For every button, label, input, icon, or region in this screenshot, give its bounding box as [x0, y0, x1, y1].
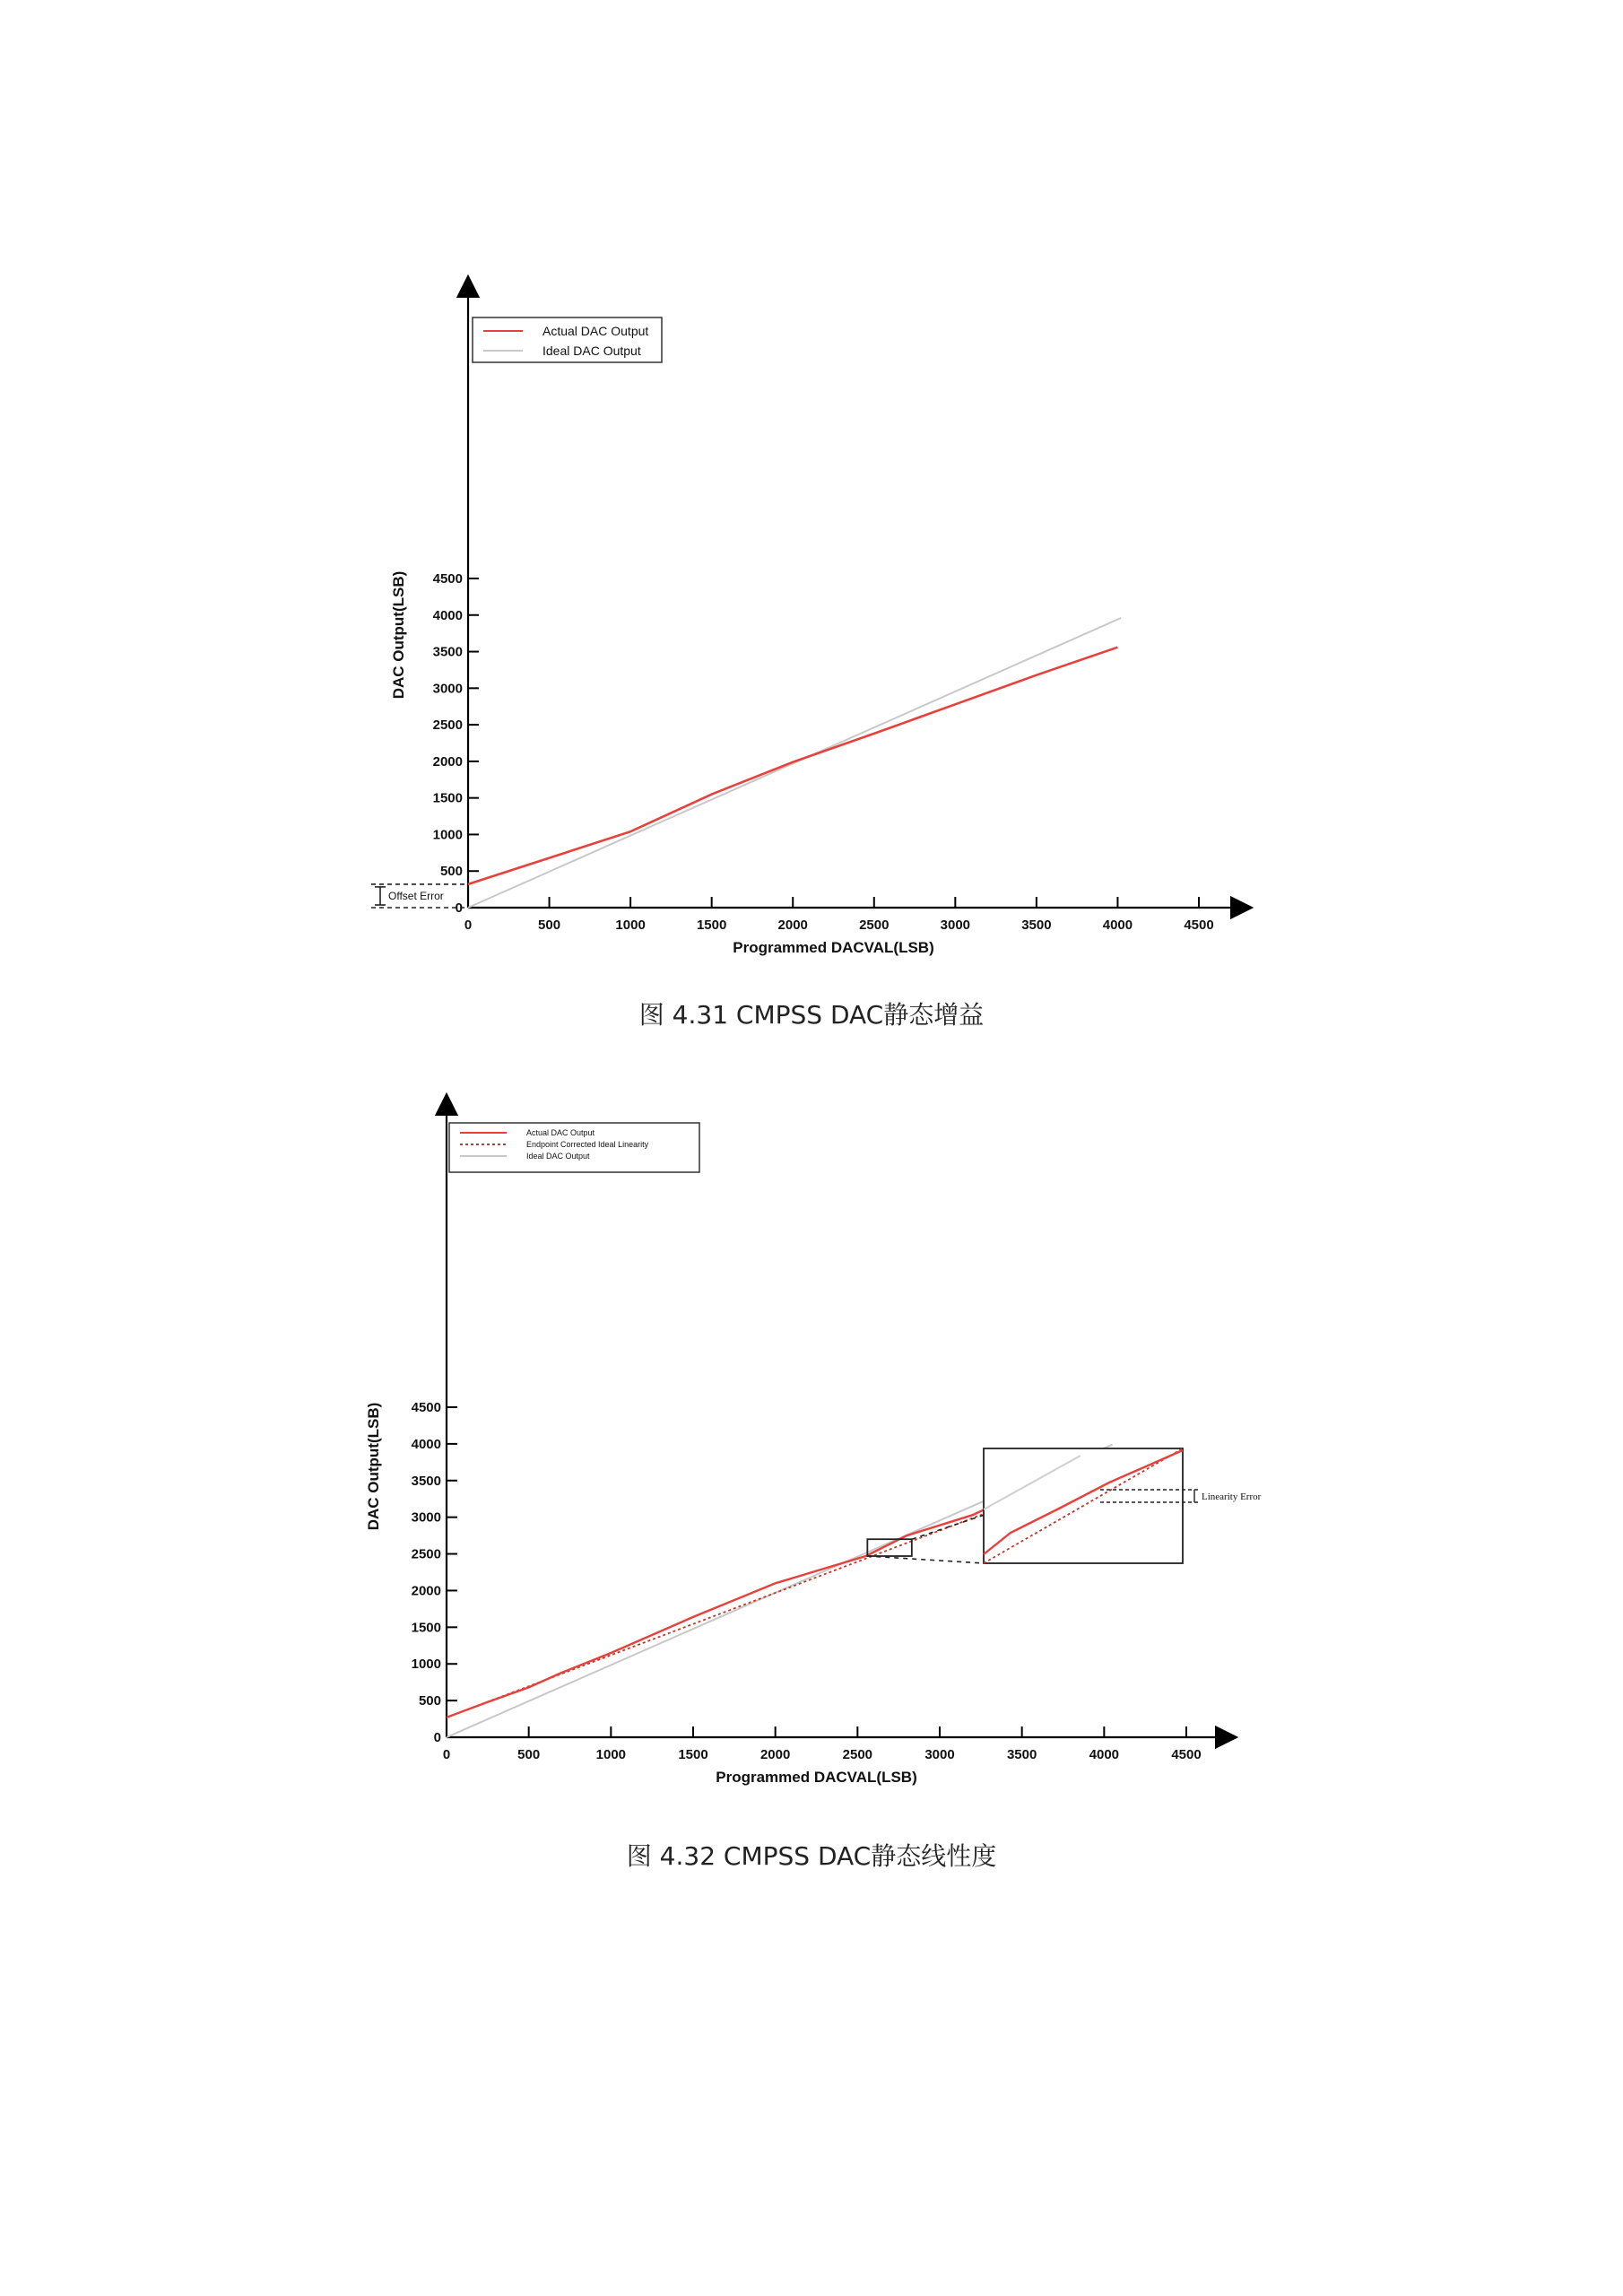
x-tick-label: 0 — [442, 1747, 451, 1762]
y-tick-label: 3000 — [411, 1509, 441, 1526]
y-tick-label: 4000 — [411, 1436, 441, 1452]
x-axis-label: Programmed DACVAL(LSB) — [716, 1769, 917, 1786]
x-tick-label: 500 — [538, 918, 561, 933]
x-tick-label: 2500 — [859, 918, 890, 933]
y-tick-label: 0 — [433, 1730, 441, 1745]
legend-label: Ideal DAC Output — [526, 1152, 590, 1161]
x-tick-label: 2500 — [842, 1747, 873, 1762]
y-tick-label: 0 — [455, 900, 463, 916]
y-tick-label: 1500 — [432, 790, 463, 806]
x-tick-label: 4500 — [1171, 1747, 1202, 1762]
series-line-actual-dac-output — [468, 648, 1117, 884]
x-tick-label: 4000 — [1102, 918, 1133, 933]
x-tick-label: 3000 — [940, 918, 971, 933]
y-tick-label: 1500 — [411, 1620, 441, 1636]
legend-label: Ideal DAC Output — [542, 343, 641, 358]
y-tick-label: 3500 — [411, 1473, 441, 1489]
y-axis-label: DAC Output(LSB) — [365, 1402, 382, 1531]
figure-static-gain — [0, 269, 1623, 1076]
y-axis-label: DAC Output(LSB) — [390, 570, 407, 700]
zoom-connector — [867, 1556, 984, 1563]
y-tick-label: 2500 — [432, 718, 463, 734]
x-tick-label: 4500 — [1184, 918, 1214, 933]
y-tick-label: 500 — [439, 864, 463, 880]
y-tick-label: 500 — [418, 1693, 441, 1709]
chart-static-gain — [0, 269, 1623, 987]
x-tick-label: 1000 — [595, 1747, 627, 1762]
y-tick-label: 2000 — [432, 753, 463, 770]
x-tick-label: 500 — [517, 1747, 541, 1762]
x-tick-label: 3500 — [1006, 1747, 1037, 1762]
figure-caption: 图 4.32 CMPSS DAC静态线性度 — [626, 1841, 997, 1871]
y-tick-label: 4500 — [432, 571, 463, 587]
y-tick-label: 2000 — [411, 1583, 441, 1599]
x-tick-label: 3500 — [1021, 918, 1052, 933]
figure-static-linearity — [0, 1094, 1623, 1919]
y-tick-label: 4000 — [432, 607, 463, 623]
legend-label: Endpoint Corrected Ideal Linearity — [526, 1140, 649, 1150]
x-tick-label: 1000 — [615, 918, 646, 933]
offset-error-label: Offset Error — [388, 889, 444, 902]
figure-caption: 图 4.31 CMPSS DAC静态增益 — [638, 1000, 985, 1030]
y-tick-label: 3000 — [432, 681, 463, 697]
x-tick-label: 1500 — [678, 1747, 708, 1762]
y-tick-label: 4500 — [411, 1400, 441, 1415]
y-tick-label: 1000 — [432, 827, 463, 843]
x-tick-label: 4000 — [1089, 1747, 1120, 1762]
x-tick-label: 1500 — [696, 918, 727, 933]
chart-static-linearity — [0, 1094, 1623, 1830]
x-tick-label: 2000 — [759, 1747, 791, 1762]
x-tick-label: 0 — [464, 918, 473, 933]
y-tick-label: 3500 — [432, 644, 463, 660]
legend-label: Actual DAC Output — [526, 1128, 595, 1138]
linearity-error-label: Linearity Error — [1202, 1492, 1262, 1502]
series-line-ideal-dac-output — [468, 618, 1121, 908]
x-tick-label: 2000 — [777, 918, 808, 933]
y-tick-label: 2500 — [411, 1546, 441, 1562]
y-tick-label: 1000 — [411, 1657, 441, 1673]
x-tick-label: 3000 — [924, 1747, 955, 1762]
x-axis-label: Programmed DACVAL(LSB) — [733, 939, 934, 956]
legend-label: Actual DAC Output — [542, 323, 649, 338]
